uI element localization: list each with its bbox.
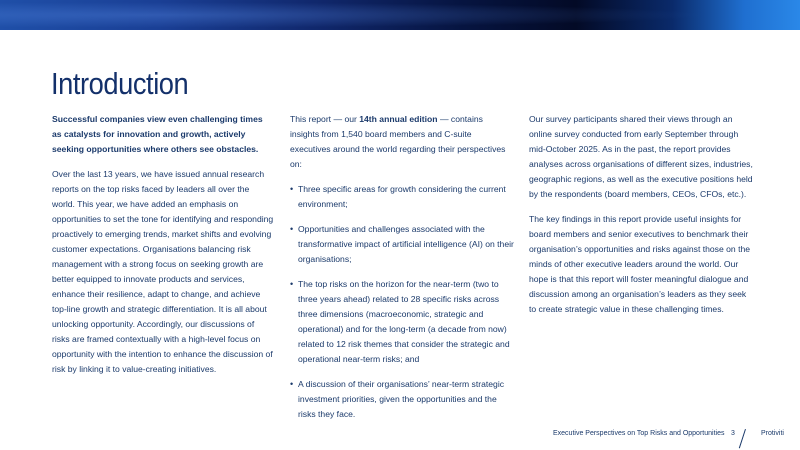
intro-text-after: — contains insights from 1,540 board members and C-suite executives around the world regarding their perspectives on: xyxy=(290,114,506,169)
findings-paragraph: The key findings in this report provide useful insights for board members and senior executives to benchmark their organisation’s opportunities and risks against those on the minds of other executive leaders around the world. Our hope is that this report will foster meaningful dialogue and discussion among an organisation’s leaders as they seek to create strategic value in these challenging times. xyxy=(529,214,751,314)
footer-divider xyxy=(739,429,746,448)
header-banner xyxy=(0,0,800,30)
intro-text-before: This report — our xyxy=(290,114,360,124)
list-item: • A discussion of their organisations’ near-term strategic investment priorities, given the opportunities and the risks they face. xyxy=(290,377,514,422)
column-1 xyxy=(52,112,274,387)
list-item: • Opportunities and challenges associated with the transformative impact of artificial intelligence (AI) on their organisations; xyxy=(290,222,514,267)
perspectives-list xyxy=(290,182,514,422)
page-title: Introduction xyxy=(51,66,189,101)
column-2 xyxy=(290,112,514,432)
page-number: 3 xyxy=(731,430,735,437)
lead-paragraph: Successful companies view even challenging times as catalysts for innovation and growth, actively seeking opportunities where others see obstacles. xyxy=(52,114,263,154)
footer-report-title: Executive Perspectives on Top Risks and Opportunities xyxy=(553,430,725,437)
column-3 xyxy=(529,112,753,327)
edition-highlight: 14th annual edition xyxy=(359,114,438,124)
body-paragraph: Over the last 13 years, we have issued annual research reports on the top risks faced by leaders all over the world. This year, we have added an emphasis on opportunities to set the tone for identifying and responding proactively to emerging trends, market shifts and evolving customer expectations. Organisations balancing risk management with a strong focus on seeking growth are better equipped to innovate products and services, enhance their resilience, adapt to change, and achieve top-line growth and strategic differentiation. It is all about unlocking opportunity. Accordingly, our discussions of risks are framed contextually with a high-level focus on opportunity with the intention to enhance the discussion of risk by linking it to value-creating initiatives. xyxy=(52,169,274,374)
list-item: • Three specific areas for growth considering the current environment; xyxy=(290,182,514,212)
list-item: • The top risks on the horizon for the near-term (two to three years ahead) related to 28 specific risks across three dimensions (macroeconomic, strategic and operational) and for the long-term (a decade from now) related to 12 risk themes that consider the strategic and operational near-term risks; and xyxy=(290,277,514,367)
brand-logo-text: Protiviti xyxy=(761,430,784,437)
survey-paragraph: Our survey participants shared their views through an online survey conducted from early September through mid-October 2025. As in the past, the report provides analyses across organisations of different sizes, industries, geographic regions, as well as the executive positions held by the respondents (board members, CEOs, CFOs, etc.). xyxy=(529,114,753,199)
intro-paragraph xyxy=(290,112,514,172)
